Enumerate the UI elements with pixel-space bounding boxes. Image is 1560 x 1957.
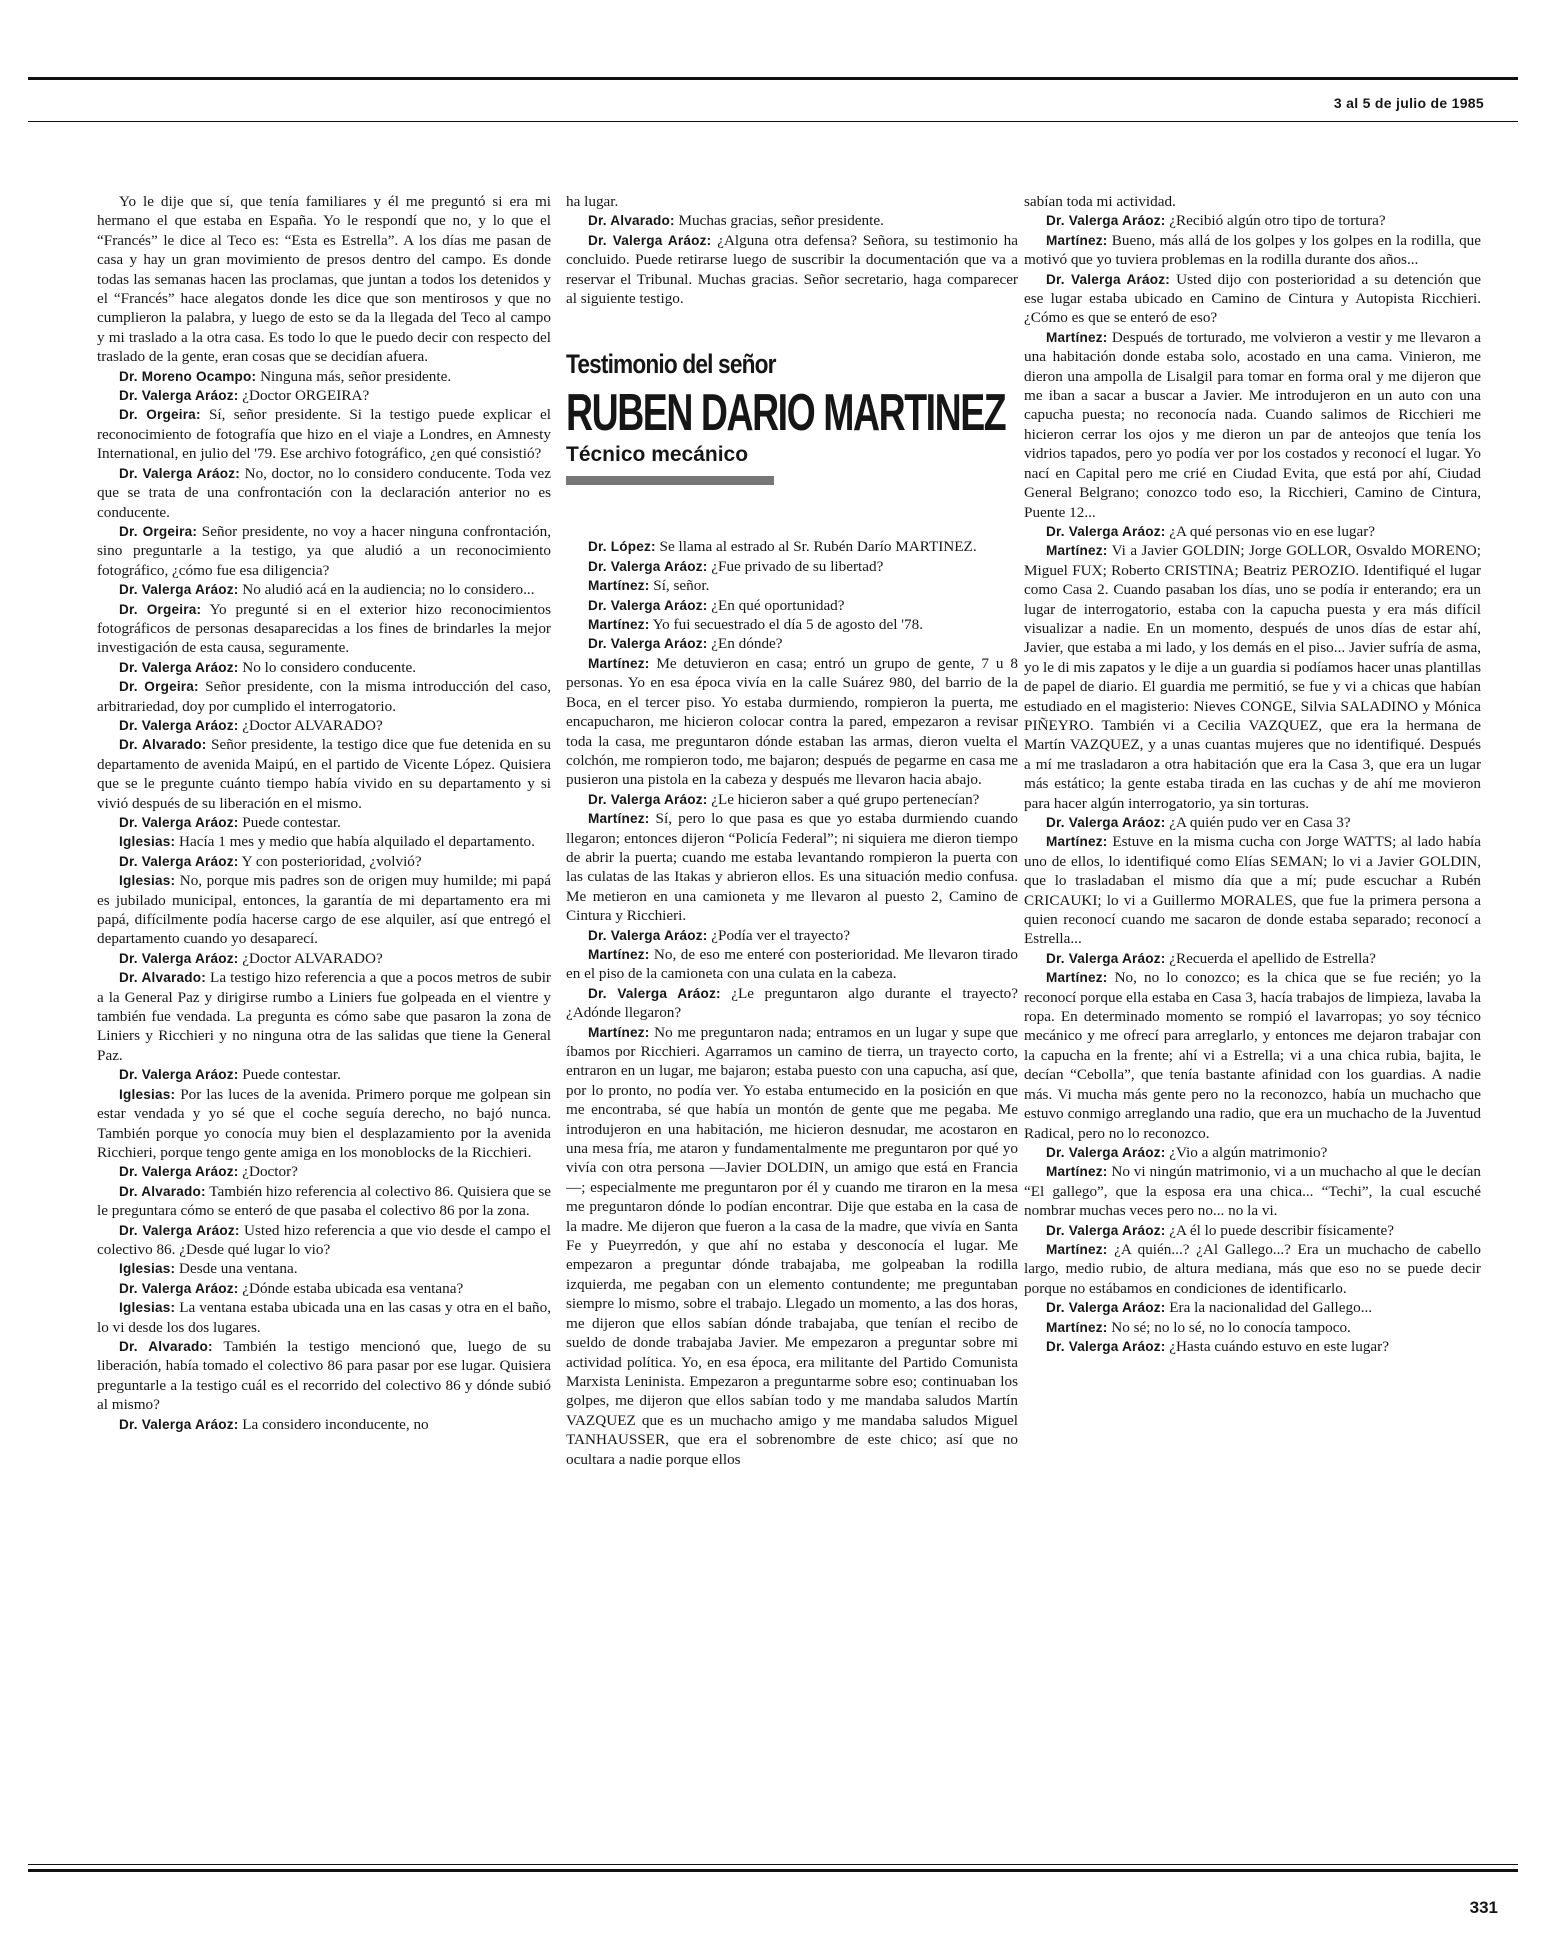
paragraph: [1024, 968, 1481, 1143]
paragraph-text: Yo fui secuestrado el día 5 de agosto del '78.: [649, 616, 923, 634]
paragraph-text: ¿Doctor ALVARADO?: [238, 949, 383, 967]
paragraph: [1024, 1240, 1481, 1298]
paragraph-text: No, porque mis padres son de origen muy humilde; mi papá es jubilado municipal, entonces, la garantía de mi departamento era mi papá, difícilmente podía hacerse cargo de ese alquiler, así que entregó el departamento cuando yo desaparecí.: [97, 872, 551, 948]
paragraph-text: ¿En dónde?: [707, 635, 783, 653]
paragraph-text: Desde una ventana.: [175, 1260, 298, 1278]
paragraph-text: Se llama al estrado al Sr. Rubén Darío MARTINEZ.: [655, 538, 977, 556]
paragraph: [97, 600, 551, 658]
paragraph: [97, 968, 551, 1065]
paragraph-text: Sí, pero lo que pasa es que yo estaba durmiendo cuando llegaron; entonces dijeron “Policía Federal”; ni siquiera me dieron tiempo de abrir la puerta; cuando me estaba levantando rompieron la puerta con las culatas de las Itakas y abrieron ellos. Es una situación medio confusa. Me metieron en una camioneta y me llevaron al puesto 2, Camino de Cintura y Ricchieri.: [566, 810, 1018, 925]
paragraph: [566, 231, 1018, 309]
testimony-heading: [566, 348, 1018, 485]
speaker-label: Iglesias:: [119, 1300, 176, 1316]
speaker-label: Martínez:: [1046, 1241, 1108, 1257]
speaker-label: Dr. Orgeira:: [119, 407, 201, 423]
speaker-label: Dr. Valerga Aráoz:: [1046, 815, 1166, 830]
speaker-label: Martínez:: [1046, 834, 1108, 850]
paragraph: [566, 654, 1018, 790]
paragraph-text: También la testigo mencionó que, luego de su liberación, había tomado el colectivo 86 para pasar por ese lugar. Quisiera preguntarle a la testigo cuál es el recorrido del colectivo 86 y dónde subió al mismo?: [97, 1337, 551, 1414]
paragraph-text: Yo le dije que sí, que tenía familiares y él me preguntó si era mi hermano el que estaba en España. Yo le respondí que no, y lo que el “Francés” le dice al Teco es: “Esta es Estrella”. A los días me pasan de casa y hay un gran movimiento de presos dentro del campo. Es donde todas las semanas hacen las proclamas, que juntan a todos los detenidos y el “Francés” hace alegatos donde les dice que son mentirosos y que no cumplieron la palabra, y luego de esto se da la llegada del Teco al campo y mi traslado a la otra casa. Es todo lo que le puedo decir con respecto del traslado de la gente, eran cosas que se decidían afuera.: [97, 193, 551, 366]
speaker-label: Dr. Valerga Aráoz:: [588, 636, 708, 652]
paragraph-text: ¿A él lo puede describir físicamente?: [1165, 1221, 1395, 1239]
speaker-label: Dr. Valerga Aráoz:: [119, 853, 239, 869]
paragraph-text: ¿En qué oportunidad?: [707, 596, 845, 614]
paragraph: [566, 984, 1018, 1023]
paragraph-text: ¿Doctor ORGEIRA?: [238, 387, 370, 405]
paragraph: [1024, 813, 1481, 832]
paragraph: [97, 852, 551, 871]
witness-name: RUBEN DARIO MARTINEZ: [566, 384, 1006, 443]
paragraph: [1024, 949, 1481, 968]
speaker-label: Dr. Valerga Aráoz:: [119, 1416, 239, 1432]
paragraph: [566, 945, 1018, 984]
speaker-label: Martínez:: [1046, 543, 1108, 559]
paragraph-text: ¿Le preguntaron algo durante el trayecto? ¿Adónde llegaron?: [566, 984, 1018, 1022]
speaker-label: Martínez:: [588, 655, 650, 671]
issue-date: 3 al 5 de julio de 1985: [1333, 95, 1484, 111]
paragraph: [97, 1415, 551, 1434]
paragraph-text: Estuve en la misma cucha con Jorge WATTS; al lado había uno de ellos, lo identifiqué como Elías SEMAN; lo vi a Javier GOLDIN, que lo trasladaban el mismo día que a mí; pude escuchar a Rubén CRICAUKI; lo vi a Guillermo MORALES, que fue la primera persona a quien reconocí cuando me sacaron de donde estaba separado; reconocí a Estrella...: [1024, 833, 1481, 948]
paragraph: [97, 1182, 551, 1221]
paragraph: [97, 580, 551, 599]
speaker-label: Dr. Valerga Aráoz:: [588, 927, 708, 943]
paragraph-text: No me preguntaron nada; entramos en un lugar y supe que íbamos por Ricchieri. Agarramos un camino de tierra, un trayecto corto, entraron en un lugar, me bajaron; estaba puesto con una capucha, así que, por lo pronto, no podía ver. Yo estaba entumecido en la posición en que me encontraba, sé que había un montón de gente que me pegaba. Me introdujeron en una habitación, me hicieron desnudar, me acostaron en una mesa fría, me ataron y fundamentalmente me preguntaron por qué yo vivía con otra persona —Javier DOLDIN, un amigo que está en Francia—; especialmente me preguntaron por él y cuando me tiraron en la mesa me preguntaron dónde lo podían encontrar. Dije que estaba en la casa de la madre. Me dijeron que fueron a la casa de la madre, que vivía en Santa Fe y Pueyrredón, y que ahí no estaba y desconocía el lugar. Me empezaron a preguntar dónde trabajaba, me golpeaban la rodilla izquierda, me pegaban con un elemento contundente; me preguntaban siempre lo mismo, sobre el trabajo. Llegado un momento, a las dos horas, me dijeron que ellos sabían dónde trabajaba, que tenían el recibo de sueldo de donde trabajaba Javier. Me empezaron a preguntar sobre mi actividad política. Yo, en esa época, era militante del Partido Comunista Marxista Leninista. Empezaron a preguntarme sobre eso; continuaban los golpes, me dijeron que ellos sabían todo y me mandaba saludos Martín VAZQUEZ que es un muchacho amigo y me mandaba saludos Miguel TANHAUSSER, que era el sobrenombre de este chico; así que no ocultara a nadie porque ellos: [566, 1023, 1018, 1468]
paragraph-text: Ninguna más, señor presidente.: [256, 367, 452, 385]
column-3: [1024, 192, 1481, 1832]
speaker-label: Dr. Valerga Aráoz:: [588, 985, 721, 1001]
paragraph-text: ¿Doctor?: [238, 1163, 298, 1181]
paragraph: [1024, 211, 1481, 230]
speaker-label: Dr. Valerga Aráoz:: [1046, 1222, 1166, 1238]
speaker-label: Dr. Valerga Aráoz:: [588, 791, 708, 807]
paragraph: [566, 537, 1018, 556]
paragraph: [1024, 1162, 1481, 1220]
column-2: [566, 192, 1018, 1832]
paragraph: [566, 1023, 1018, 1469]
paragraph: [97, 367, 551, 386]
column-1: [97, 192, 551, 1832]
speaker-label: Dr. Valerga Aráoz:: [119, 815, 239, 830]
paragraph: [1024, 192, 1481, 211]
paragraph: [566, 615, 1018, 634]
paragraph-text: Era la nacionalidad del Gallego...: [1165, 1299, 1373, 1317]
speaker-label: Dr. Valerga Aráoz:: [119, 582, 239, 598]
paragraph: [97, 1298, 551, 1337]
speaker-label: Martínez:: [1046, 970, 1108, 986]
paragraph-text: Por las luces de la avenida. Primero porque me golpean sin estar vendada y yo sé que el coche seguía derecho, no bajó nunca. También porque yo conocía muy bien el desplazamiento por la avenida Ricchieri, porque tengo gente amiga en los monoblocks de la Ricchieri.: [97, 1085, 551, 1161]
paragraph-text: Puede contestar.: [238, 1066, 341, 1084]
paragraph-text: Señor presidente, la testigo dice que fue detenida en su departamento de avenida Maipú, en el partido de Vicente López. Quisiera que se le pregunte cuánto tiempo había vivido en su departamento y si vivió después de su liberación en el mismo.: [97, 736, 551, 812]
paragraph-text: Usted hizo referencia a que vio desde el campo el colectivo 86. ¿Desde qué lugar lo vio?: [97, 1221, 551, 1258]
paragraph-text: ¿Recibió algún otro tipo de tortura?: [1165, 212, 1386, 230]
paragraph: [97, 658, 551, 677]
speaker-label: Dr. Valerga Aráoz:: [588, 558, 708, 574]
paragraph: [566, 576, 1018, 595]
paragraph-text: ¿A qué personas vio en ese lugar?: [1165, 522, 1376, 540]
paragraph-text: Sí, señor presidente. Si la testigo puede explicar el reconocimiento de fotografía que hizo en el viaje a Londres, en Amnesty International, en julio del '79. Ese archivo fotográfico, ¿en qué consistió?: [97, 406, 551, 463]
paragraph: [566, 211, 1018, 230]
paragraph: [566, 809, 1018, 925]
paragraph-text: Puede contestar.: [238, 814, 341, 831]
speaker-label: Martínez:: [588, 946, 650, 962]
paragraph-text: También hizo referencia al colectivo 86. Quisiera que se le preguntara cómo se enteró de que pasaba el colectivo 86 por la zona.: [97, 1182, 551, 1220]
speaker-label: Dr. Alvarado:: [119, 1338, 213, 1354]
paragraph-text: No, doctor, no lo considero conducente. Toda vez que se trata de una confrontación con la declaración anterior no es conducente.: [97, 464, 551, 521]
paragraph-text: sabían toda mi actividad.: [1024, 193, 1176, 210]
paragraph: [97, 522, 551, 580]
speaker-label: Dr. Valerga Aráoz:: [119, 950, 239, 966]
paragraph-text: La considero inconducente, no: [238, 1415, 429, 1433]
paragraph-text: ¿Recuerda el apellido de Estrella?: [1165, 949, 1376, 967]
speaker-label: Dr. Alvarado:: [588, 213, 675, 229]
speaker-label: Dr. Orgeira:: [119, 679, 199, 695]
paragraph-text: Señor presidente, no voy a hacer ninguna confrontación, sino preguntarle a la testigo, ya que aludió a un reconocimiento fotográfico, ¿cómo fue esa diligencia?: [97, 522, 551, 579]
paragraph: [97, 386, 551, 405]
paragraph-text: ¿Podía ver el trayecto?: [707, 926, 850, 944]
paragraph-text: Vi a Javier GOLDIN; Jorge GOLLOR, Osvaldo MORENO; Miguel FUX; Roberto CRISTINA; Beatriz PEROZIO. Identifiqué el lugar como Casa 2. Cuando pasaban los días, uno se podía ir enterando; era un lugar de interrogatorio, estaba con la capucha puesta y era más difícil visualizar a nadie. En un momento, después de unos días de estar ahí, Javier, que estaba a mi lado, y los demás en el piso... Javier sufría de asma, yo le di mis zapatos y le dije a un guardia si podíamos hacer unas plantillas de papel de diario. El guardia me permitió, se fue y vi a chicas que habían estudiado en el magisterio: Nieves CONGE, Silvia SALADINO y Mónica PIÑEYRO. También vi a Cecilia VAZQUEZ, que era la hermana de Martín VAZQUEZ, y a unas cuantas mujeres que no identifiqué. Después a mí me trasladaron a otra habitación que era la Casa 3, que era un lugar más estático; la gente estaba tirada en las cuchas y de ahí me movieron para hacer algún interrogatorio, ya sin torturas.: [1024, 542, 1481, 812]
speaker-label: Martínez:: [1046, 1319, 1108, 1335]
paragraph: [1024, 522, 1481, 541]
paragraph-text: ¿Dónde estaba ubicada esa ventana?: [238, 1279, 464, 1297]
paragraph-text: La testigo hizo referencia a que a pocos metros de subir a la General Paz y dirigirse rumbo a Liniers fue golpeada en el vientre y también fue vendada. La pregunta es cómo sabe que pasaron la zona de Liniers y Ricchieri y no ninguna otra de las salidas que tiene la General Paz.: [97, 969, 551, 1064]
paragraph: [97, 1259, 551, 1278]
speaker-label: Martínez:: [1046, 1164, 1108, 1180]
paragraph: [566, 926, 1018, 945]
paragraph: [566, 192, 1018, 211]
speaker-label: Dr. López:: [588, 539, 656, 555]
speaker-label: Dr. Valerga Aráoz:: [119, 1164, 239, 1180]
paragraph: [97, 1085, 551, 1163]
speaker-label: Dr. Valerga Aráoz:: [1046, 213, 1166, 229]
speaker-label: Dr. Valerga Aráoz:: [1046, 1338, 1166, 1354]
paragraph-text: Me detuvieron en casa; entró un grupo de gente, 7 u 8 personas. Yo en esa época vivía en la calle Suárez 980, del barrio de la Boca, en el tercer piso. Yo estaba durmiendo, rompieron la puerta, me encapucharon, me hicieron colocar contra la pared, empezaron a revisar toda la casa, me preguntaron dónde estaban las armas, dieron vuelta el colchón, me rompieron todo, me bajaron; después de pegarme en casa me pusieron una pistola en la cabeza y después me llevaron hacia abajo.: [566, 654, 1018, 789]
paragraph-text: No sé; no lo sé, no lo conocía tampoco.: [1107, 1318, 1351, 1336]
paragraph-text: No, de eso me enteré con posterioridad. Me llevaron tirado en el piso de la camioneta con una culata en la cabeza.: [566, 945, 1018, 983]
paragraph-text: Sí, señor.: [649, 577, 710, 595]
speaker-label: Iglesias:: [119, 834, 176, 850]
paragraph: [97, 813, 551, 832]
bottom-rule-thick: [28, 1869, 1518, 1872]
paragraph-text: Yo pregunté si en el exterior hizo reconocimientos fotográficos de personas desaparecidas a los fines de brindarles la mejor investigación de esta causa, seguramente.: [97, 600, 551, 657]
speaker-label: Dr. Valerga Aráoz:: [1046, 1144, 1166, 1160]
speaker-label: Dr. Valerga Aráoz:: [119, 659, 239, 675]
speaker-label: Dr. Alvarado:: [119, 970, 206, 986]
header-rule: [28, 121, 1518, 122]
paragraph-text: Señor presidente, con la misma introducción del caso, arbitrariedad, doy por cumplido el interrogatorio.: [97, 678, 551, 715]
speaker-label: Martínez:: [588, 578, 650, 594]
paragraph: [97, 405, 551, 463]
speaker-label: Martínez:: [588, 1024, 650, 1040]
paragraph: [97, 949, 551, 968]
speaker-label: Dr. Valerga Aráoz:: [119, 1067, 239, 1083]
speaker-label: Martínez:: [1046, 329, 1108, 345]
top-rule-thick: [28, 77, 1518, 80]
speaker-label: Dr. Valerga Aráoz:: [1046, 271, 1171, 287]
paragraph: [1024, 328, 1481, 522]
speaker-label: Martínez:: [588, 811, 650, 827]
paragraph: [97, 1337, 551, 1415]
paragraph: [97, 716, 551, 735]
column-2-bottom: [566, 537, 1018, 1469]
paragraph-text: ¿Vio a algún matrimonio?: [1165, 1143, 1328, 1161]
paragraph: [97, 192, 551, 367]
speaker-label: Dr. Orgeira:: [119, 601, 202, 617]
paragraph-text: ¿A quién...? ¿Al Gallego...? Era un muchacho de cabello largo, medio rubio, de altura mediana, más que eso no se puede decir porque no estábamos en condiciones de identificarlo.: [1024, 1240, 1481, 1297]
paragraph-text: ¿Hasta cuándo estuvo en este lugar?: [1165, 1337, 1389, 1355]
paragraph: [97, 1065, 551, 1084]
paragraph: [97, 677, 551, 716]
speaker-label: Dr. Valerga Aráoz:: [119, 717, 239, 733]
paragraph: [1024, 1143, 1481, 1162]
paragraph-text: ¿Fue privado de su libertad?: [707, 557, 884, 575]
paragraph: [97, 1162, 551, 1181]
witness-occupation: Técnico mecánico: [566, 443, 749, 467]
heading-kicker: Testimonio del señor: [566, 349, 776, 380]
paragraph: [97, 871, 551, 949]
paragraph-text: ha lugar.: [566, 193, 619, 210]
paragraph: [1024, 1221, 1481, 1240]
paragraph-text: ¿Doctor ALVARADO?: [238, 716, 383, 734]
paragraph-text: Usted dijo con posterioridad a su detención que ese lugar estaba ubicado en Camino de Cintura y Autopista Ricchieri. ¿Cómo es que se enteró de eso?: [1024, 270, 1481, 327]
speaker-label: Iglesias:: [119, 873, 176, 889]
paragraph-text: La ventana estaba ubicada una en las casas y otra en el baño, lo vi desde los dos lugares.: [97, 1299, 551, 1336]
column-2-top: [566, 192, 1018, 308]
paragraph-text: ¿A quién pudo ver en Casa 3?: [1165, 814, 1351, 831]
speaker-label: Dr. Moreno Ocampo:: [119, 368, 257, 384]
speaker-label: Dr. Alvarado:: [119, 737, 207, 753]
paragraph-text: Muchas gracias, señor presidente.: [674, 212, 884, 230]
paragraph-text: No, no lo conozco; es la chica que se fue recién; yo la reconocí porque ella estaba en Casa 3, hacía trabajos de limpieza, lavaba la ropa. En determinado momento se rompió el lavarropas; yo soy técnico mecánico y me ofrecí para arreglarlo, y entonces me dejaron trabajar con la capucha en la frente; ahí vi a Estrella; vi a una chica rubia, bajita, le decían “Cebolla”, que tenía bastante afinidad con los guardias. A nadie más. Vi mucha más gente pero no la reconozco, había un muchacho que estuvo conmigo arreglando una radio, que era un muchacho de la Juventud Radical, pero no lo reconozco.: [1024, 969, 1481, 1142]
paragraph-text: Después de torturado, me volvieron a vestir y me llevaron a una habitación donde estaba solo, acostado en una cama. Vinieron, me dieron una ampolla de Lisalgil para tomar en forma oral y me dijeron que me iban a sacar a buscar a Javier. Me introdujeron en un auto con una capucha puesta; no reconocía nada. Cuando salimos de Ricchieri me hicieron cerrar los ojos y me dieron un par de anteojos que tenía los vidrios tapados, pero yo podía ver por los costados y reconocí el lugar. Yo nací en Capital pero me crié en Ciudad Evita, que está por ahí, Ciudad General Belgrano; conozco todo eso, la Ricchieri, Camino de Cintura, Puente 12...: [1024, 328, 1481, 521]
speaker-label: Dr. Alvarado:: [119, 1183, 206, 1199]
paragraph-text: No lo considero conducente.: [238, 658, 417, 676]
speaker-label: Dr. Valerga Aráoz:: [588, 597, 708, 613]
paragraph: [1024, 270, 1481, 328]
paragraph: [566, 596, 1018, 615]
paragraph: [1024, 541, 1481, 813]
paragraph: [97, 1279, 551, 1298]
paragraph: [97, 735, 551, 813]
paragraph: [1024, 1337, 1481, 1356]
paragraph: [566, 634, 1018, 653]
speaker-label: Dr. Orgeira:: [119, 523, 198, 539]
paragraph: [566, 790, 1018, 809]
speaker-label: Dr. Valerga Aráoz:: [1046, 523, 1166, 539]
paragraph-text: Hacía 1 mes y medio que había alquilado el departamento.: [175, 833, 535, 851]
paragraph: [97, 1221, 551, 1260]
paragraph: [1024, 231, 1481, 270]
paragraph-text: No aludió acá en la audiencia; no lo considero...: [238, 581, 535, 599]
page-number: 331: [1469, 1898, 1498, 1917]
paragraph: [97, 464, 551, 522]
speaker-label: Dr. Valerga Aráoz:: [1046, 1300, 1166, 1316]
bottom-rule-thin: [28, 1864, 1518, 1865]
paragraph: [566, 557, 1018, 576]
speaker-label: Dr. Valerga Aráoz:: [119, 465, 241, 481]
speaker-label: Dr. Valerga Aráoz:: [119, 388, 239, 404]
speaker-label: Iglesias:: [119, 1261, 176, 1277]
speaker-label: Iglesias:: [119, 1086, 176, 1102]
paragraph-text: ¿Le hicieron saber a qué grupo pertenecían?: [707, 790, 980, 808]
speaker-label: Martínez:: [588, 617, 650, 633]
speaker-label: Dr. Valerga Aráoz:: [119, 1222, 240, 1238]
speaker-label: Dr. Valerga Aráoz:: [119, 1280, 239, 1296]
speaker-label: Dr. Valerga Aráoz:: [588, 232, 712, 248]
paragraph-text: Y con posterioridad, ¿volvió?: [238, 852, 422, 870]
paragraph-text: No vi ningún matrimonio, vi a un muchacho al que le decían “El gallego”, que la esposa era una chica... “Techi”, la cual escuché nombrar muchas veces pero no... no la vi.: [1024, 1163, 1481, 1220]
speaker-label: Dr. Valerga Aráoz:: [1046, 950, 1166, 966]
paragraph: [1024, 1298, 1481, 1317]
paragraph: [1024, 1318, 1481, 1337]
heading-bar: [566, 476, 774, 485]
paragraph: [97, 832, 551, 851]
speaker-label: Martínez:: [1046, 232, 1108, 248]
paragraph: [1024, 832, 1481, 948]
paragraph-text: ¿Alguna otra defensa? Señora, su testimonio ha concluido. Puede retirarse luego de suscribir la documentación que va a reservar el Tribunal. Muchas gracias. Señor secretario, haga comparecer al siguiente testigo.: [566, 231, 1018, 308]
paragraph-text: Bueno, más allá de los golpes y los golpes en la rodilla, que motivó que yo tuviera problemas en la rodilla durante dos años...: [1024, 231, 1481, 269]
